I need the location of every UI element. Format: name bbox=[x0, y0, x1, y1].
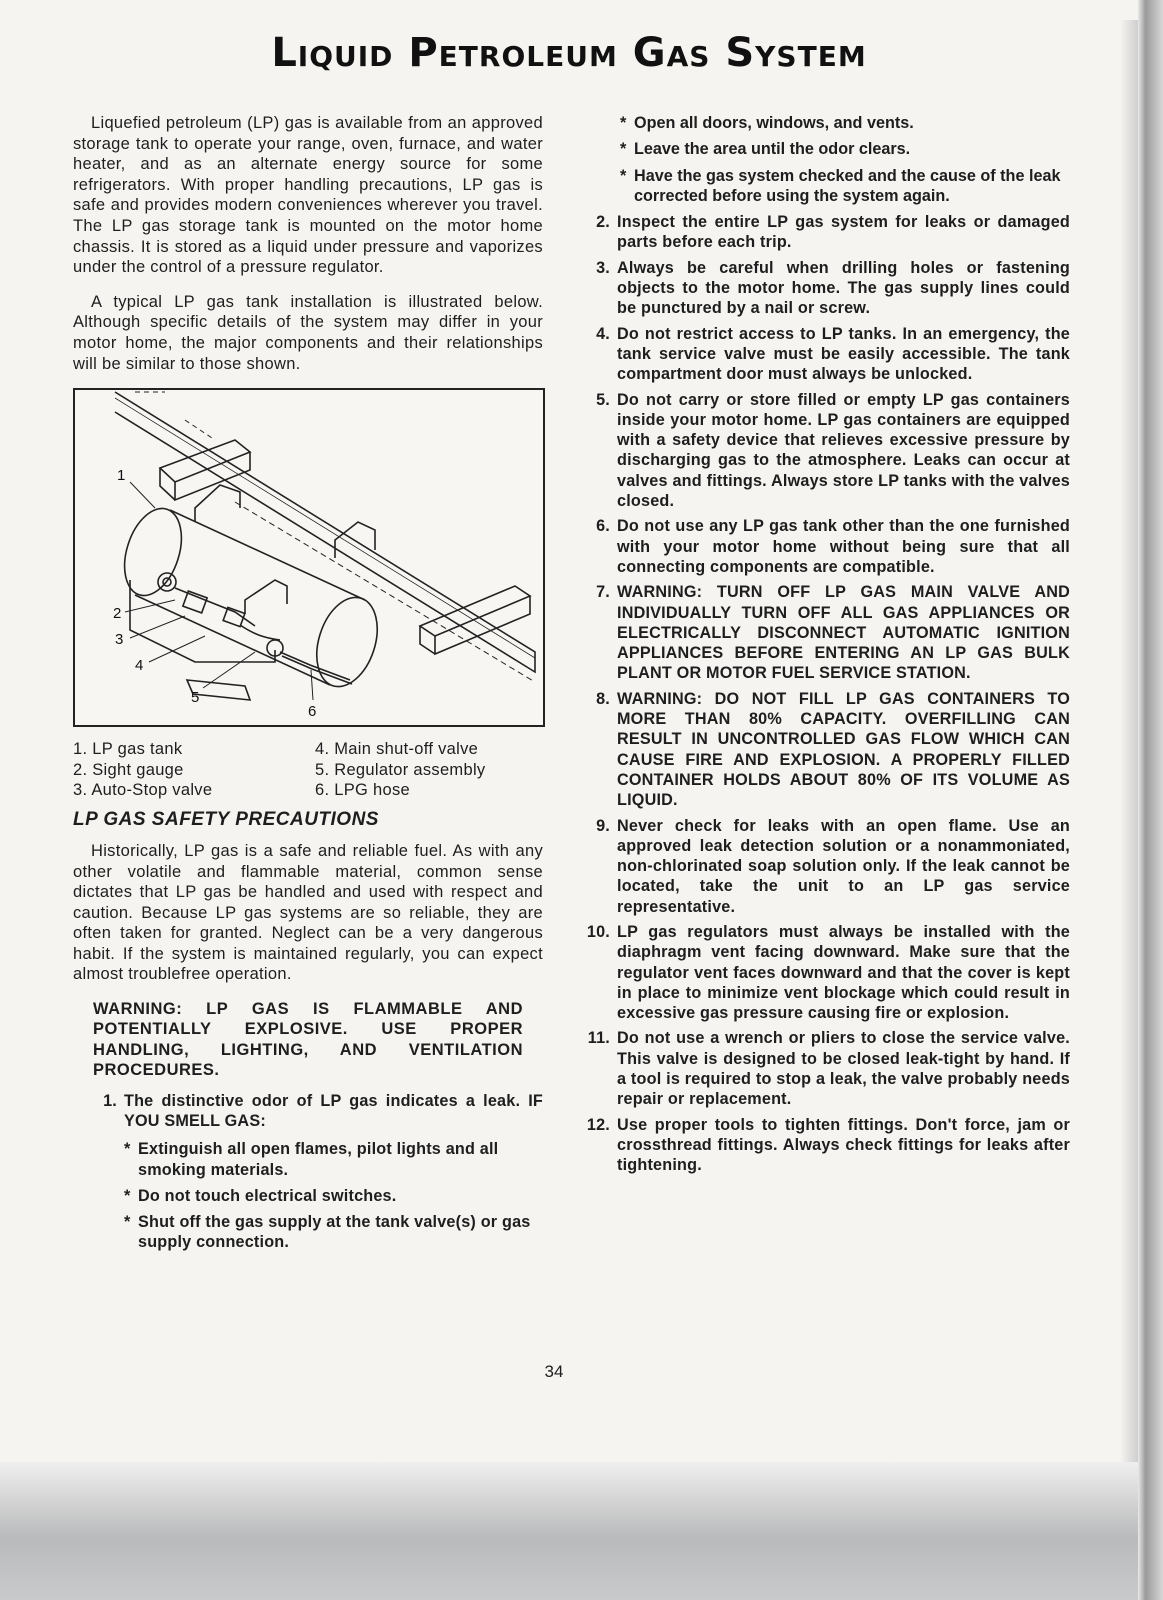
list-item bbox=[582, 689, 1070, 811]
item-text: WARNING: DO NOT FILL LP GAS CONTAINERS TO MORE THAN 80% CAPACITY. OVERFILLING CAN RESULT IN UNCONTROLLED GAS FLOW WHICH CAN CAUSE FIRE AND EXPLOSION. A PROPERLY FILLED CONTAINER HOLDS ABOUT 80% OF ITS VOLUME AS LIQUID. bbox=[617, 689, 1070, 810]
callout-2: 2 bbox=[113, 605, 122, 623]
list-item bbox=[89, 1091, 543, 1253]
item-text: Never check for leaks with an open flame. Use an approved leak detection solution or a nonammoniated, non-chlorinated soap solution only. If the leak cannot be located, take the unit to an LP gas service representative. bbox=[617, 816, 1070, 916]
sub-list-continued bbox=[620, 113, 1070, 206]
callout-1: 1 bbox=[117, 467, 126, 485]
item-number: 2. bbox=[596, 213, 610, 232]
scan-bottom-shadow bbox=[0, 1462, 1138, 1600]
item-text: Do not restrict access to LP tanks. In an emergency, the tank service valve must be easily accessible. The tank compartment door must always be unlocked. bbox=[617, 324, 1070, 384]
sub-list bbox=[124, 1139, 543, 1252]
frame-rail-front bbox=[115, 392, 535, 675]
list-item bbox=[582, 516, 1070, 577]
sub-item: * Extinguish all open flames, pilot lights and all smoking materials. bbox=[124, 1139, 543, 1180]
page-edge-shadow bbox=[1120, 20, 1138, 1580]
item-text: Use proper tools to tighten fittings. Don't force, jam or crossthread fittings. Always check fittings for leaks after tightening. bbox=[617, 1115, 1070, 1175]
right-column bbox=[582, 113, 1070, 1181]
list-item bbox=[582, 816, 1070, 917]
item-number: 3. bbox=[596, 258, 610, 277]
list-item bbox=[582, 1028, 1070, 1109]
list-item bbox=[582, 1115, 1070, 1176]
page-number: 34 bbox=[544, 1362, 564, 1381]
item-number: 10. bbox=[586, 922, 610, 941]
figure-legend bbox=[73, 739, 543, 801]
item-text: Do not use a wrench or pliers to close the service valve. This valve is designed to be closed leak-tight by hand. If a tool is required to stop a leak, the valve probably needs repair or replacement. bbox=[617, 1029, 1070, 1109]
item-text: The distinctive odor of LP gas indicates a leak. IF YOU SMELL GAS: bbox=[124, 1091, 543, 1130]
list-item bbox=[582, 390, 1070, 512]
lp-tank-drawing bbox=[75, 390, 543, 725]
item-number: 8. bbox=[596, 689, 610, 708]
legend-item: 3. Auto-Stop valve bbox=[73, 781, 213, 800]
item-text: LP gas regulators must always be installed with the diaphragm vent facing downward. Make sure that the regulator vent faces downward and that the cover is kept in place to minimize vent blockage which could result in excessive gas pressure causing fire or explosion. bbox=[617, 922, 1070, 1023]
sub-item: * Shut off the gas supply at the tank valve(s) or gas supply connection. bbox=[124, 1212, 543, 1253]
item-text: Inspect the entire LP gas system for leaks or damaged parts before each trip. bbox=[617, 213, 1070, 252]
legend-item: 2. Sight gauge bbox=[73, 760, 184, 779]
sub-item: * Have the gas system checked and the cause of the leak corrected before using the system again. bbox=[620, 166, 1070, 207]
legend-item: 5. Regulator assembly bbox=[315, 760, 486, 779]
item-text: Do not carry or store filled or empty LP gas containers inside your motor home. LP gas containers are equipped with a safety device that relieves excessive pressure by discharging gas to the atmosphere. Leaks can occur at valves and fittings. Always store LP tanks with the valves closed. bbox=[617, 390, 1070, 511]
callout-6: 6 bbox=[308, 703, 317, 721]
sub-item: * Do not touch electrical switches. bbox=[124, 1186, 543, 1206]
item-text: Do not use any LP gas tank other than the one furnished with your motor home without being sure that all connecting components are compatible. bbox=[617, 517, 1070, 576]
item-number: 12. bbox=[586, 1115, 610, 1134]
auto-stop-valve bbox=[183, 591, 207, 613]
item-number: 5. bbox=[596, 390, 610, 409]
callout-3: 3 bbox=[115, 631, 124, 649]
binding-edge bbox=[1138, 0, 1163, 1600]
precautions-list bbox=[582, 212, 1070, 1175]
section-heading: LP GAS SAFETY PRECAUTIONS bbox=[73, 808, 379, 830]
sub-item: * Open all doors, windows, and vents. bbox=[620, 113, 1070, 133]
mount-bracket-1 bbox=[195, 485, 240, 522]
left-column bbox=[73, 113, 543, 1259]
intro-paragraph-2: A typical LP gas tank installation is illustrated below. Although specific details of the system may differ in your motor home, the major components and their relationships will be similar to those shown. bbox=[73, 292, 543, 373]
list-item bbox=[582, 922, 1070, 1023]
callout-4: 4 bbox=[135, 657, 144, 675]
legend-item: 6. LPG hose bbox=[315, 781, 411, 800]
intro-paragraph-1: Liquefied petroleum (LP) gas is available from an approved storage tank to operate your range, oven, furnace, and water heater, and as an alternate energy source for some refrigerators. With proper handling precautions, LP gas is safe and provides modern conveniences wherever you travel. The LP gas storage tank is mounted on the motor home chassis. It is stored as a liquid under pressure and vaporizes under the control of a pressure regulator. bbox=[73, 114, 543, 277]
item-number: 1. bbox=[103, 1091, 117, 1110]
precautions-list-start bbox=[73, 1091, 543, 1253]
flammable-warning: WARNING: LP GAS IS FLAMMABLE AND POTENTIALLY EXPLOSIVE. USE PROPER HANDLING, LIGHTING, AND VENTILATION PROCEDURES. bbox=[93, 1000, 523, 1080]
item-number: 6. bbox=[596, 517, 610, 536]
mount-bracket-3 bbox=[245, 580, 287, 614]
item-number: 9. bbox=[596, 816, 610, 835]
safety-intro-paragraph: Historically, LP gas is a safe and reliable fuel. As with any other volatile and flammable material, common sense dictates that LP gas be handled and used with respect and caution. Because LP gas systems are so reliable, they are often taken for granted. Neglect can be a very dangerous habit. If the system is maintained regularly, you can expect almost troublefree operation. bbox=[73, 841, 543, 984]
list-item bbox=[582, 258, 1070, 319]
item-text: Always be careful when drilling holes or fastening objects to the motor home. The gas supply lines could be punctured by a nail or screw. bbox=[617, 258, 1070, 318]
item-text: WARNING: TURN OFF LP GAS MAIN VALVE AND INDIVIDUALLY TURN OFF ALL GAS APPLIANCES OR ELECTRICALLY DISCONNECT AUTOMATIC IGNITION APPLIANCES BEFORE ENTERING AN LP GAS BULK PLANT OR MOTOR FUEL SERVICE STATION. bbox=[617, 583, 1070, 683]
item-number: 11. bbox=[587, 1029, 610, 1048]
sub-item: * Leave the area until the odor clears. bbox=[620, 139, 1070, 159]
list-item bbox=[582, 212, 1070, 253]
lp-tank-illustration bbox=[73, 388, 545, 727]
item-number: 4. bbox=[596, 324, 610, 343]
list-item bbox=[582, 582, 1070, 683]
legend-item: 4. Main shut-off valve bbox=[315, 740, 479, 759]
list-item bbox=[582, 324, 1070, 385]
item-number: 7. bbox=[596, 583, 610, 602]
callout-5: 5 bbox=[191, 689, 200, 707]
legend-item: 1. LP gas tank bbox=[73, 740, 183, 759]
page-title: Liquid Petroleum Gas System bbox=[271, 30, 867, 76]
tank-left-end bbox=[114, 501, 191, 603]
